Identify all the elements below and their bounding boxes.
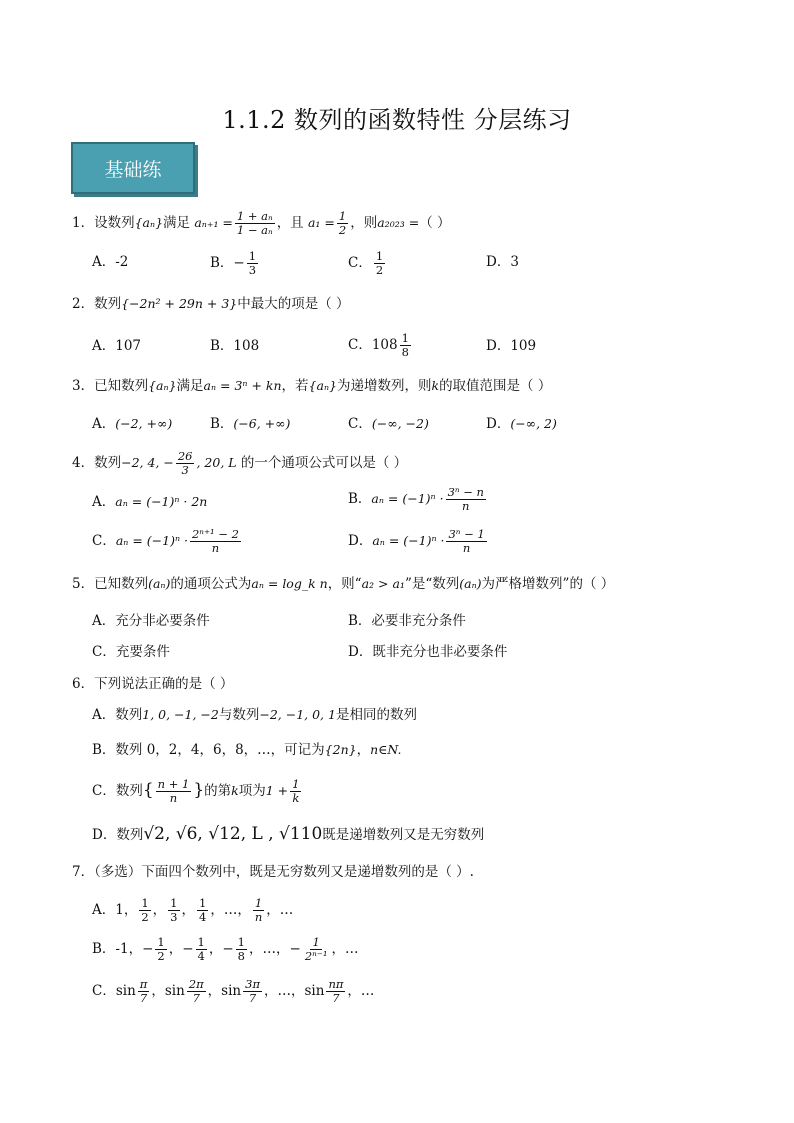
- q7-option-c: C．sin $\frac{\pi}{7}$ ，sin $\frac{2\pi}{7}$ ，sin $\frac{3\pi}{7}$ ，…，sin $\frac{n\pi}{7}$ ，…: [92, 977, 375, 1005]
- q3-option-a: A．(−2, +∞): [92, 416, 173, 432]
- q3-option-c: C．(−∞, −2): [348, 416, 429, 432]
- q6-option-c: C．数列{ $\frac{n + 1}{n}$ }的第k项为1 + $\frac{1}{k}$: [92, 777, 300, 805]
- q4-option-b: B．aₙ = (−1)ⁿ · $\frac{\text{3ⁿ − n}}{n}$: [348, 485, 484, 513]
- q1-option-b: B．− $\frac{1}{3}$: [210, 249, 257, 277]
- q4-option-c: C．aₙ = (−1)ⁿ · $\frac{\text{2ⁿ⁺¹ − 2}}{n}$: [92, 527, 239, 555]
- q4-option-d: D．aₙ = (−1)ⁿ · $\frac{\text{3ⁿ − 1}}{n}$: [348, 527, 485, 555]
- q6-option-b: B．数列 0，2，4，6，8，…，可记为{2n}，n∈N.: [92, 742, 402, 758]
- question-7: 7．（多选）下面四个数列中，既是无穷数列又是递增数列的是（ ）.: [72, 864, 474, 880]
- q5-option-d: D．既非充分也非必要条件: [348, 644, 508, 660]
- q1-option-a: A．-2: [92, 254, 129, 270]
- q2-option-a: A．107: [92, 338, 142, 354]
- q6-option-a: A．数列1, 0, −1, −2与数列−2, −1, 0, 1是相同的数列: [92, 707, 417, 723]
- q7-option-a: A．1， $\frac{1}{2}$ ， $\frac{1}{3}$ ， $\frac{1}{4}$ ，…， $\frac{1}{n}$ ，…: [92, 896, 294, 924]
- q2-option-b: B．108: [210, 338, 260, 354]
- q6-option-d: D．数列√2, √6, √12, L , √110既是递增数列又是无穷数列: [92, 824, 485, 844]
- q5-option-a: A．充分非必要条件: [92, 613, 210, 629]
- q3-option-d: D．(−∞, 2): [486, 416, 557, 432]
- page-title: 1.1.2 数列的函数特性 分层练习: [222, 106, 572, 134]
- question-4: 4．数列−2, 4, − $\frac{26}{3}$ , 20, L 的一个通项公式可以是（ ）: [72, 449, 408, 477]
- q1-option-d: D．3: [486, 254, 519, 270]
- section-badge: 基础练: [71, 142, 195, 194]
- question-3: 3．已知数列{aₙ}满足aₙ = 3ⁿ + kn，若{aₙ}为递增数列，则k的取值范围是（ ）: [72, 378, 552, 394]
- q2-option-c: C．108 $\frac{1}{8}$: [348, 331, 409, 359]
- question-5: 5．已知数列(aₙ)的通项公式为aₙ = log_k n，则“a₂ > a₁”是“数列(aₙ)为严格增数列”的（ ）: [72, 576, 615, 592]
- q2-option-d: D．109: [486, 338, 537, 354]
- q4-option-a: A．aₙ = (−1)ⁿ · 2n: [92, 494, 208, 510]
- q1-option-c: C． $\frac{1}{2}$: [348, 249, 384, 277]
- q5-option-b: B．必要非充分条件: [348, 613, 466, 629]
- question-6: 6．下列说法正确的是（ ）: [72, 676, 234, 692]
- question-2: 2．数列{−2n² + 29n + 3}中最大的项是（ ）: [72, 296, 350, 312]
- question-1: 1．设数列{aₙ}满足 aₙ₊₁ = $\frac{\text{1 + aₙ}}{\text{1 − aₙ}}$ ，且 a₁ = $\frac{1}{2}$ ，则a₂₀₂₃ =（ ）: [72, 209, 451, 237]
- q7-option-b: B．-1，− $\frac{1}{2}$ ，− $\frac{1}{4}$ ，− $\frac{1}{8}$ ，…，− $\frac{1}{\text{2ⁿ⁻¹}}$ ，…: [92, 935, 359, 963]
- q3-option-b: B．(−6, +∞): [210, 416, 291, 432]
- q5-option-c: C．充要条件: [92, 644, 170, 660]
